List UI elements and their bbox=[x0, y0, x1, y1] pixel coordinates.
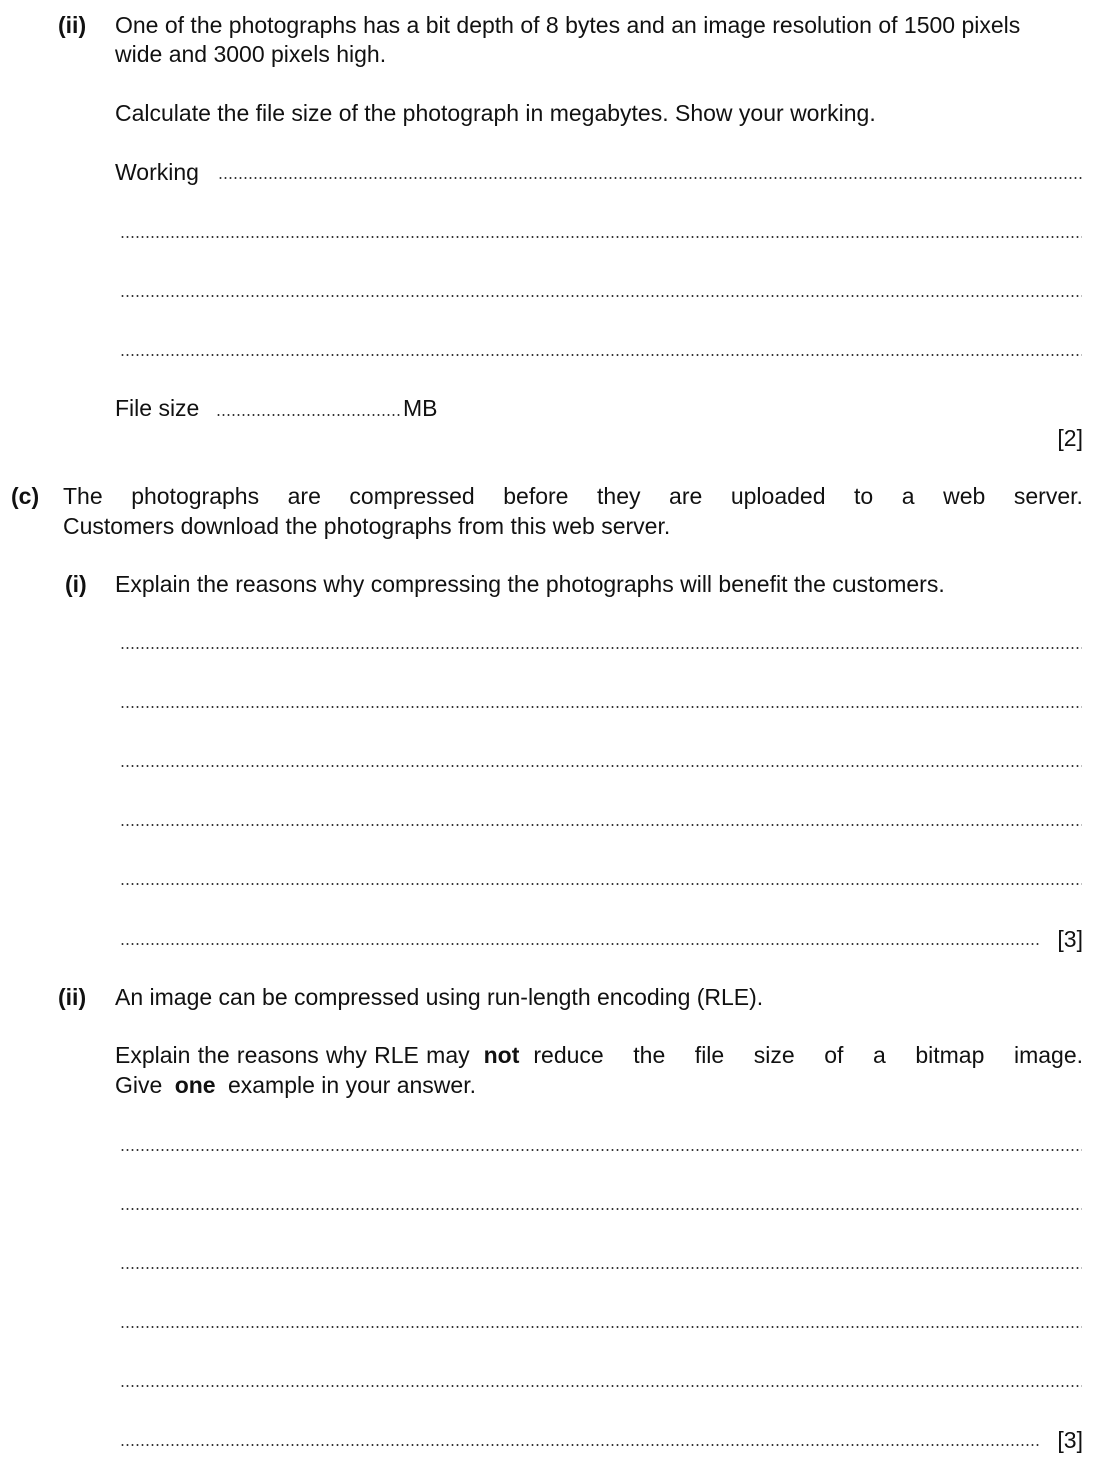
file-size-unit: MB bbox=[403, 395, 438, 421]
question-c-word: web bbox=[943, 483, 986, 509]
question-c-ii-line-2-start: Explain the reasons why RLE may bbox=[115, 1042, 470, 1068]
question-number-c-ii: (ii) bbox=[58, 984, 87, 1010]
c-i-answer-line-2[interactable] bbox=[120, 705, 1082, 709]
question-c-ii-line-3-start: Give bbox=[115, 1072, 163, 1098]
question-text-line-1: One of the photographs has a bit depth of 8 bytes and an image resolution of 1500 pixels bbox=[115, 12, 1021, 38]
working-answer-line-1[interactable] bbox=[218, 176, 1082, 180]
question-c-word: compressed bbox=[349, 483, 475, 509]
question-c-word: photographs bbox=[131, 483, 260, 509]
c-ii-answer-line-3[interactable] bbox=[120, 1266, 1082, 1270]
c-ii-answer-line-4[interactable] bbox=[120, 1325, 1082, 1329]
question-c-i-text: Explain the reasons why compressing the photographs will benefit the customers. bbox=[115, 571, 945, 597]
question-c-ii-line-2-end: reduce the file size of a bitmap image. bbox=[533, 1042, 1083, 1068]
c-i-answer-line-1[interactable] bbox=[120, 646, 1082, 650]
question-c-word: server. bbox=[1013, 483, 1083, 509]
marks-c-i: [3] bbox=[1057, 926, 1083, 952]
question-c-word: before bbox=[503, 483, 569, 509]
working-answer-line-4[interactable] bbox=[120, 353, 1082, 357]
question-number-c-i: (i) bbox=[65, 571, 87, 597]
c-ii-answer-line-5[interactable] bbox=[120, 1384, 1082, 1388]
marks-c-ii: [3] bbox=[1057, 1427, 1083, 1453]
emphasis-one: one bbox=[174, 1072, 216, 1098]
question-c-word: to bbox=[854, 483, 874, 509]
question-c-word: a bbox=[901, 483, 915, 509]
c-ii-answer-line-6[interactable] bbox=[120, 1443, 1040, 1447]
question-c-ii-line-3-end: example in your answer. bbox=[227, 1072, 476, 1098]
c-ii-answer-line-2[interactable] bbox=[120, 1207, 1082, 1211]
working-answer-line-3[interactable] bbox=[120, 294, 1082, 298]
question-text-line-2: wide and 3000 pixels high. bbox=[115, 41, 387, 67]
question-c-word: uploaded bbox=[730, 483, 826, 509]
emphasis-not: not bbox=[483, 1042, 520, 1068]
instruction-text: Calculate the file size of the photograph in megabytes. Show your working. bbox=[115, 100, 876, 126]
question-number-c: (c) bbox=[11, 483, 40, 509]
marks-b-ii: [2] bbox=[1057, 425, 1083, 451]
question-number-b-ii: (ii) bbox=[58, 12, 87, 38]
c-i-answer-line-5[interactable] bbox=[120, 882, 1082, 886]
file-size-label: File size bbox=[115, 395, 200, 421]
question-c-word: they bbox=[597, 483, 641, 509]
question-c-ii-line-1: An image can be compressed using run-length encoding (RLE). bbox=[115, 984, 764, 1010]
question-c-word: The bbox=[63, 483, 103, 509]
question-c-ii-line-3 bbox=[115, 1070, 476, 1100]
question-c-ii-line-2 bbox=[115, 1040, 1083, 1070]
file-size-answer-line[interactable] bbox=[216, 413, 400, 417]
question-c-line-2: Customers download the photographs from this web server. bbox=[63, 513, 671, 539]
question-c-word: are bbox=[287, 483, 321, 509]
c-i-answer-line-6[interactable] bbox=[120, 942, 1040, 946]
c-ii-answer-line-1[interactable] bbox=[120, 1148, 1082, 1152]
c-i-answer-line-4[interactable] bbox=[120, 823, 1082, 827]
question-c-word: are bbox=[669, 483, 703, 509]
question-c-line-1 bbox=[63, 481, 1083, 511]
c-i-answer-line-3[interactable] bbox=[120, 764, 1082, 768]
working-answer-line-2[interactable] bbox=[120, 235, 1082, 239]
working-label: Working bbox=[115, 159, 199, 185]
